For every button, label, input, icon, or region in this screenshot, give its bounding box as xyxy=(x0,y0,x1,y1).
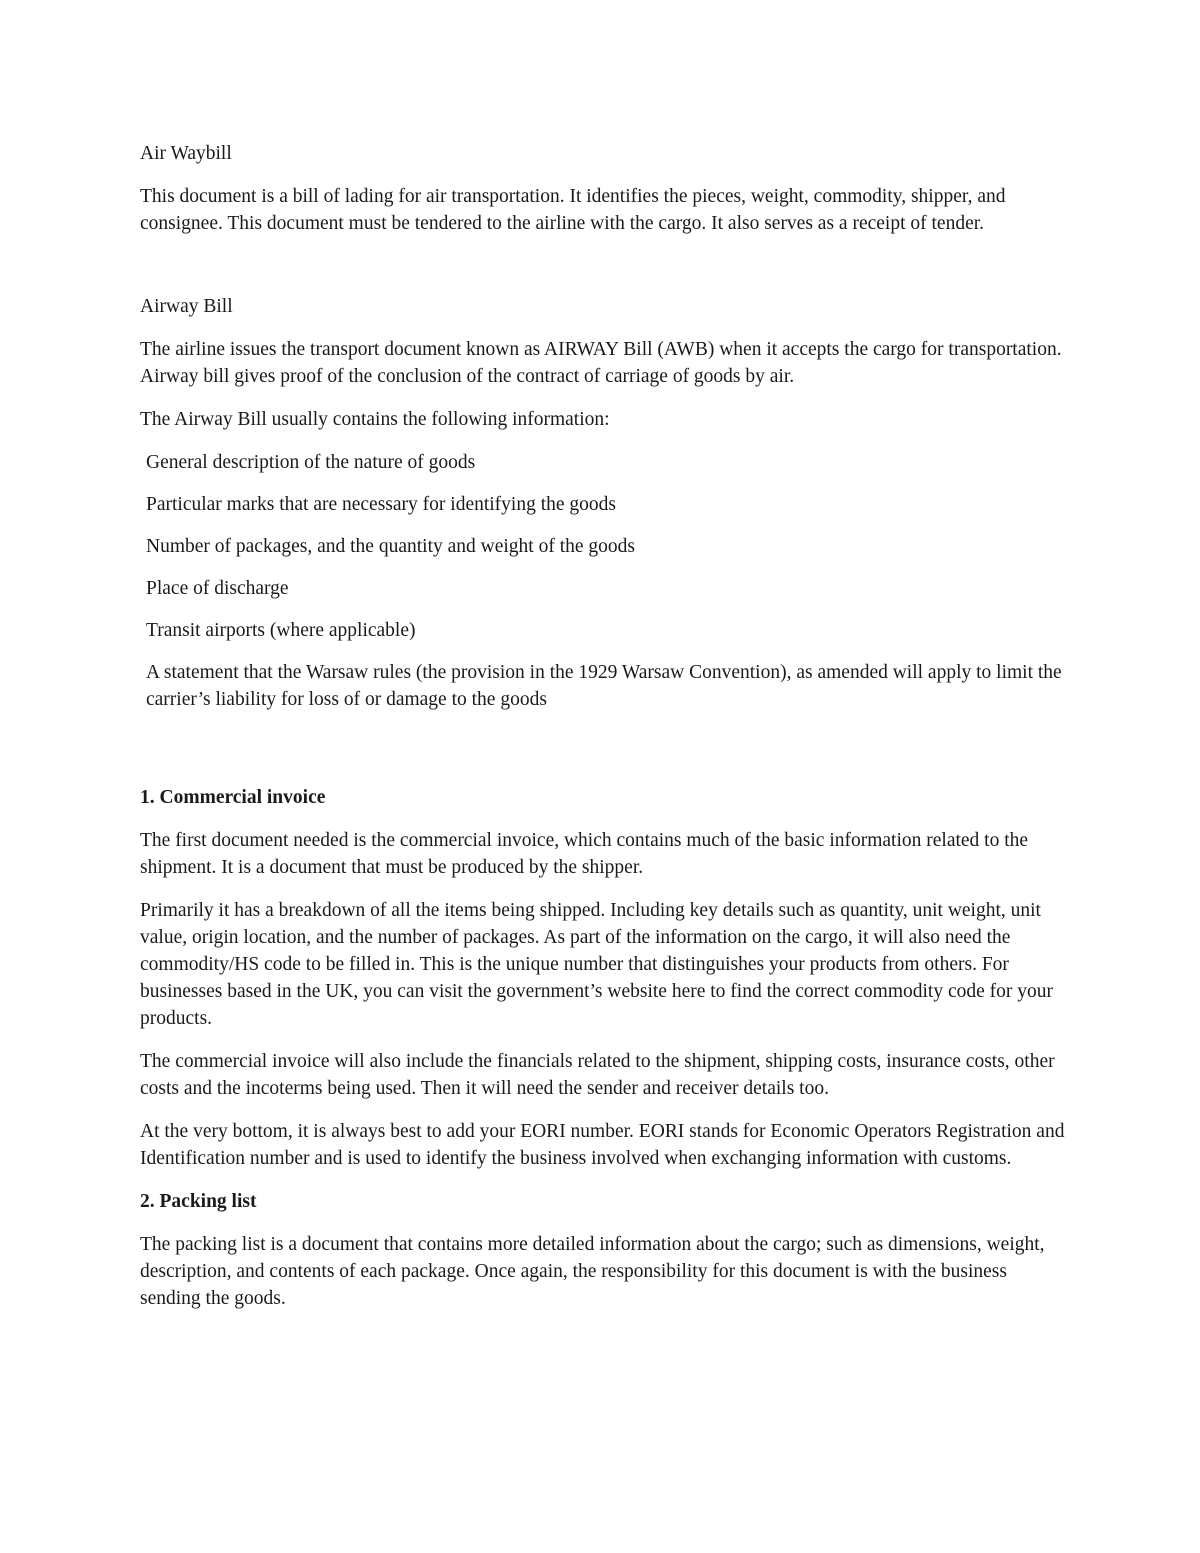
spacer xyxy=(140,253,1065,293)
air-waybill-body: This document is a bill of lading for air transportation. It identifies the pieces, weight, commodity, shipper, and consignee. This document must be tendered to the airline with the cargo. It also serves as a receipt of tender. xyxy=(140,186,1006,234)
commercial-invoice-paragraph: The first document needed is the commercial invoice, which contains much of the basic information related to the shipment. It is a document that must be produced by the shipper. xyxy=(140,830,1029,878)
list-item: General description of the nature of goods xyxy=(146,452,476,473)
document-page xyxy=(140,140,1065,1328)
air-waybill-title: Air Waybill xyxy=(140,143,232,164)
list-item: Place of discharge xyxy=(146,578,289,599)
commercial-invoice-paragraph: The commercial invoice will also include the financials related to the shipment, shipping costs, insurance costs, other costs and the incoterms being used. Then it will need the sender and receiver details too. xyxy=(140,1051,1055,1099)
commercial-invoice-paragraph: Primarily it has a breakdown of all the items being shipped. Including key details such as quantity, unit weight, unit value, origin location, and the number of packages. As part of the information on the cargo, it will also need the commodity/HS code to be filled in. This is the unique number that distinguishes your products from others. For businesses based in the UK, you can visit the government’s website here to find the correct commodity code for your products. xyxy=(140,900,1054,1029)
packing-list-body: The packing list is a document that contains more detailed information about the cargo; such as dimensions, weight, description, and contents of each package. Once again, the responsibility for this document is with the business sending the goods. xyxy=(140,1234,1045,1309)
list-item: Transit airports (where applicable) xyxy=(146,620,416,641)
list-item: A statement that the Warsaw rules (the provision in the 1929 Warsaw Convention), as amended will apply to limit the carrier’s liability for loss of or damage to the goods xyxy=(146,662,1062,710)
airway-bill-list-intro: The Airway Bill usually contains the following information: xyxy=(140,409,610,430)
list-item: Particular marks that are necessary for identifying the goods xyxy=(146,494,617,515)
airway-bill-body: The airline issues the transport document known as AIRWAY Bill (AWB) when it accepts the cargo for transportation. Airway bill gives proof of the conclusion of the contract of carriage of goods by air. xyxy=(140,339,1062,387)
commercial-invoice-paragraph: At the very bottom, it is always best to add your EORI number. EORI stands for Economic Operators Registration and Identification number and is used to identify the business involved when exchanging information with customs. xyxy=(140,1121,1065,1169)
airway-bill-title: Airway Bill xyxy=(140,296,233,317)
list-item: Number of packages, and the quantity and weight of the goods xyxy=(146,536,635,557)
spacer xyxy=(140,728,1065,784)
commercial-invoice-heading: 1. Commercial invoice xyxy=(140,787,326,808)
packing-list-heading: 2. Packing list xyxy=(140,1191,257,1212)
